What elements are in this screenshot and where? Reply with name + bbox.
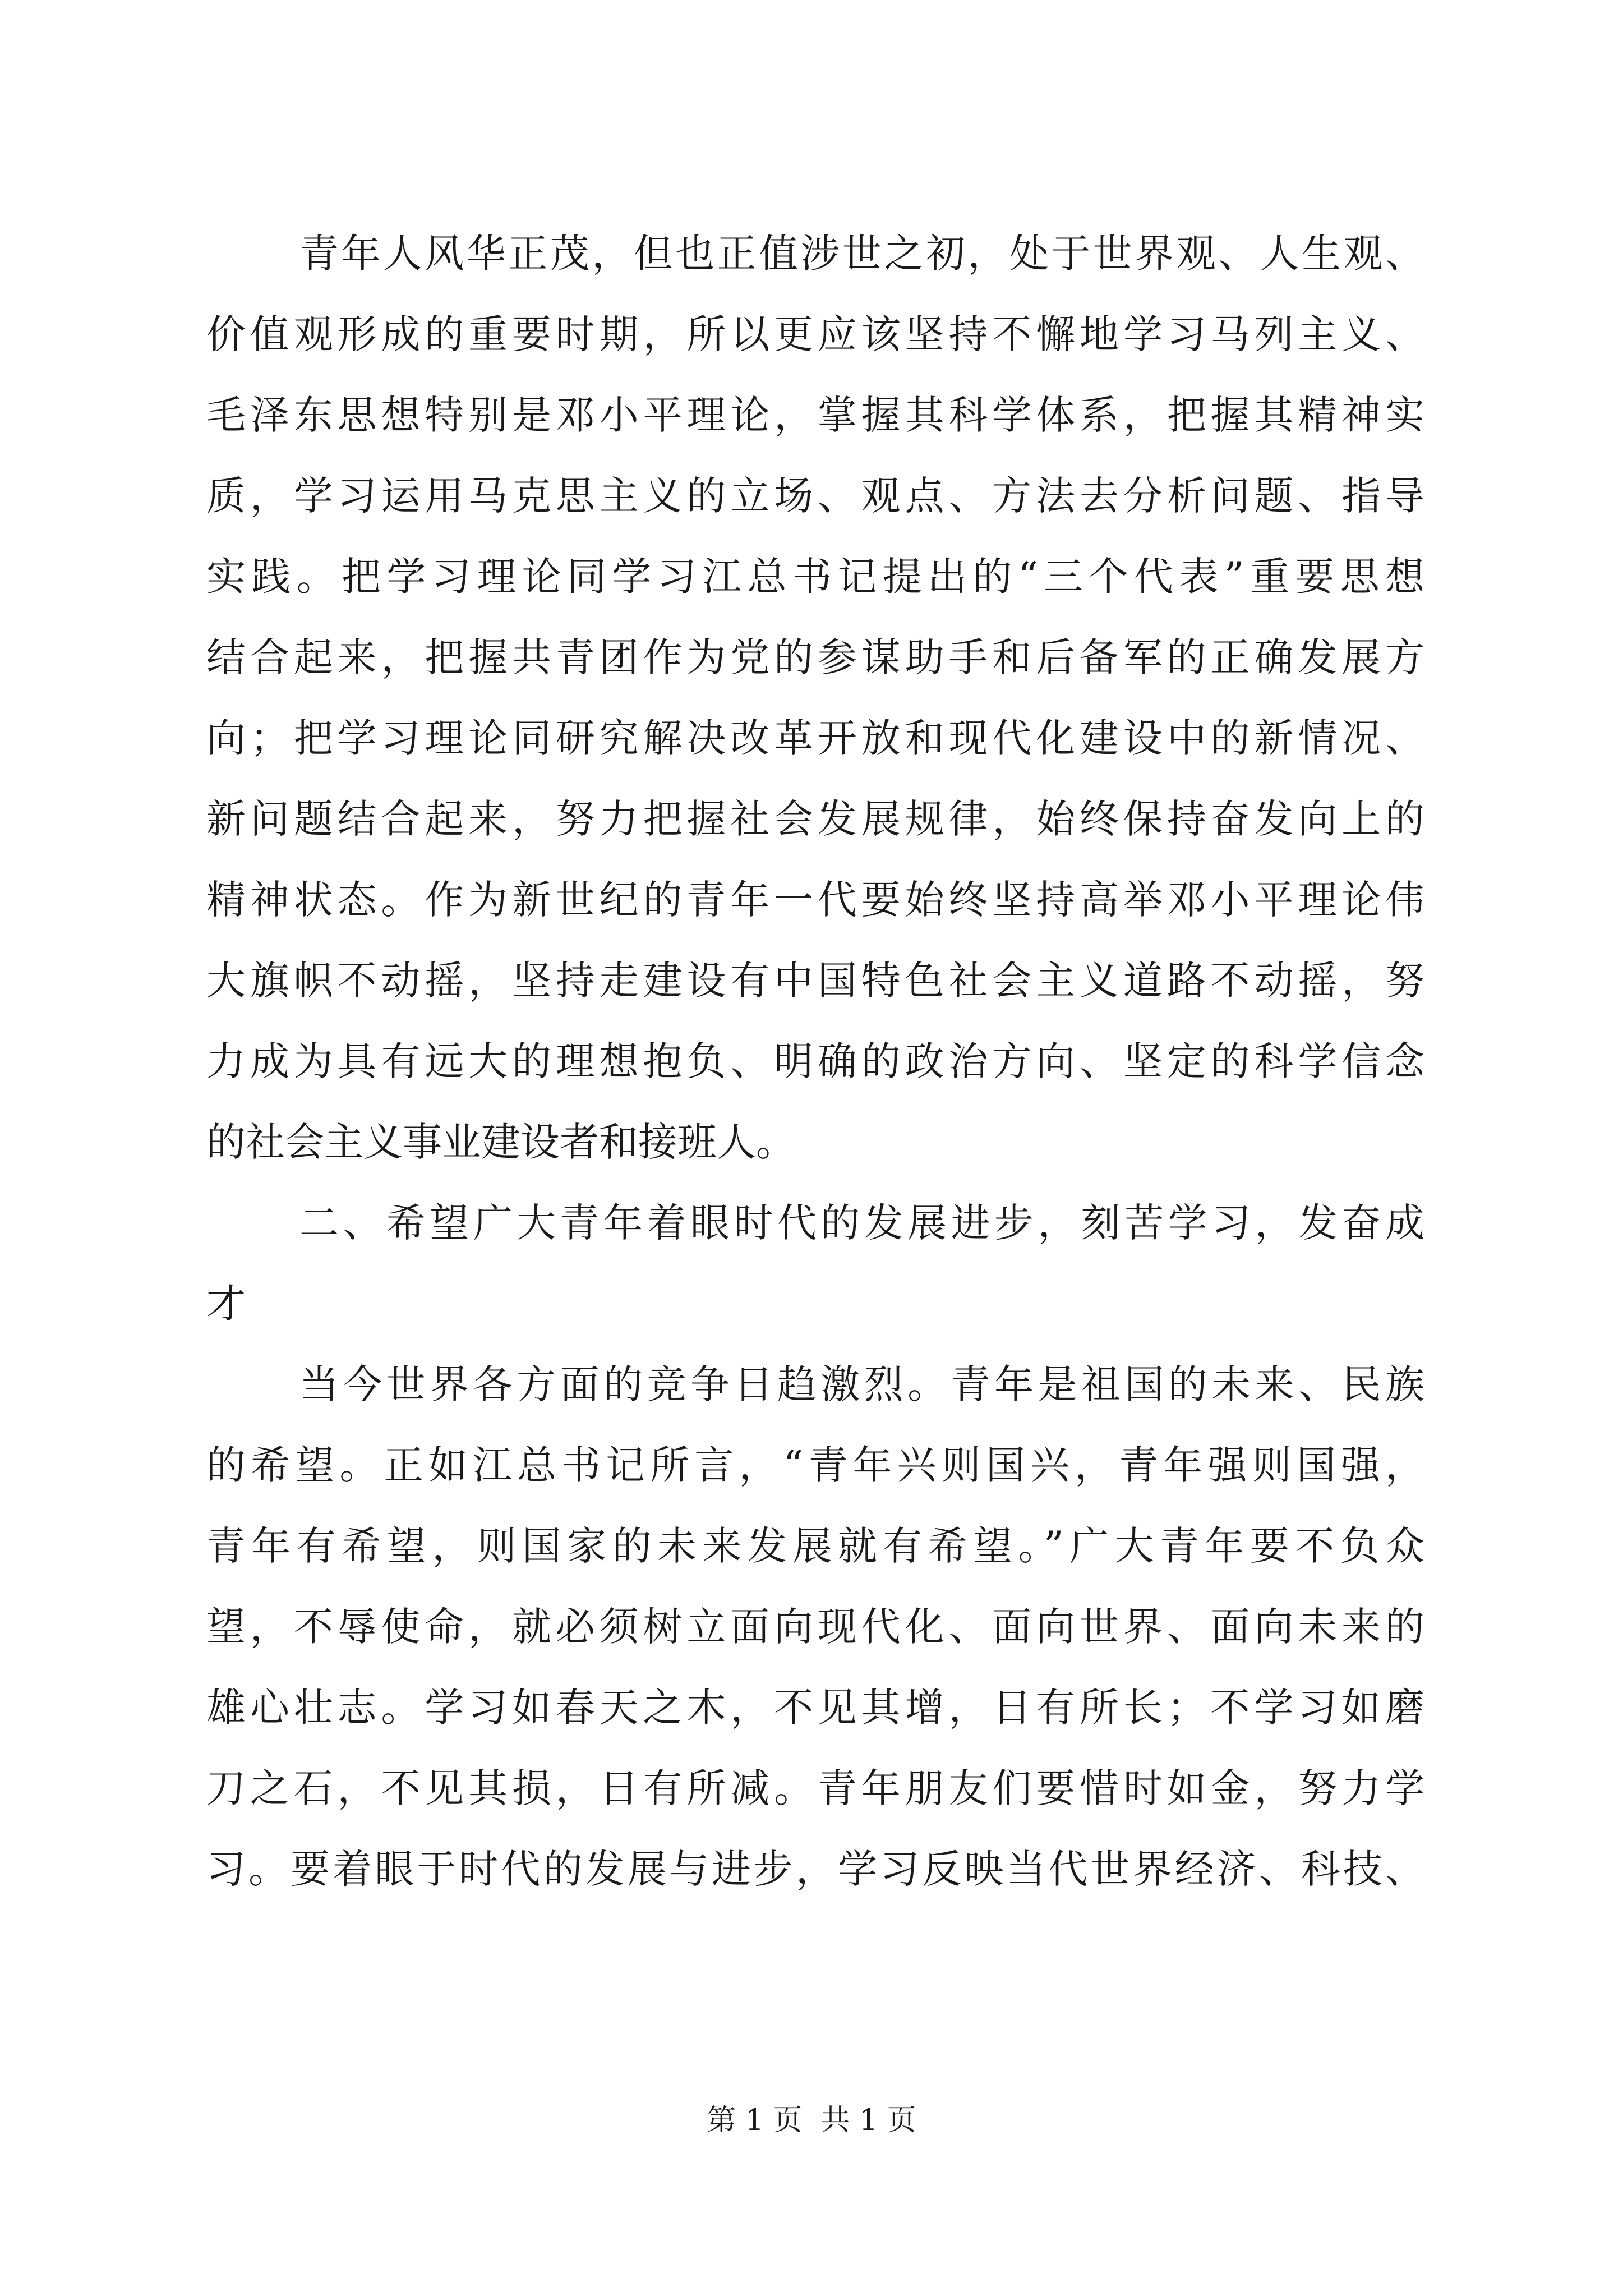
text-line: 青年有希望，则国家的未来发展就有希望。”广大青年要不负众 <box>206 1523 1424 1569</box>
page-number-footer: 第 1 页 共 1 页 <box>707 2104 916 2137</box>
text-line: 大旗帜不动摇，坚持走建设有中国特色社会主义道路不动摇，努 <box>206 958 1424 1004</box>
text-line: 的希望。正如江总书记所言，“青年兴则国兴，青年强则国强， <box>206 1442 1424 1488</box>
text-line: 结合起来，把握共青团作为党的参谋助手和后备军的正确发展方 <box>206 634 1424 680</box>
section-heading-line: 二、希望广大青年着眼时代的发展进步，刻苦学习，发奋成 <box>299 1200 1424 1246</box>
text-line: 习。要着眼于时代的发展与进步，学习反映当代世界经济、科技、 <box>206 1846 1424 1892</box>
text-line: 青年人风华正茂，但也正值涉世之初，处于世界观、人生观、 <box>299 231 1424 277</box>
text-line: 实践。把学习理论同学习江总书记提出的“三个代表”重要思想 <box>206 554 1424 600</box>
text-line: 质，学习运用马克思主义的立场、观点、方法去分析问题、指导 <box>206 473 1424 519</box>
text-line: 的社会主义事业建设者和接班人。 <box>206 1119 795 1165</box>
text-line: 新问题结合起来，努力把握社会发展规律，始终保持奋发向上的 <box>206 796 1424 842</box>
text-line: 望，不辱使命，就必须树立面向现代化、面向世界、面向未来的 <box>206 1604 1424 1650</box>
text-line: 刀之石，不见其损，日有所减。青年朋友们要惜时如金，努力学 <box>206 1765 1424 1811</box>
section-heading-line: 才 <box>206 1281 246 1327</box>
text-line: 毛泽东思想特别是邓小平理论，掌握其科学体系，把握其精神实 <box>206 392 1424 438</box>
text-line: 向；把学习理论同研究解决改革开放和现代化建设中的新情况、 <box>206 715 1424 761</box>
text-line: 精神状态。作为新世纪的青年一代要始终坚持高举邓小平理论伟 <box>206 877 1424 923</box>
body-text <box>206 213 1424 1910</box>
text-line: 力成为具有远大的理想抱负、明确的政治方向、坚定的科学信念 <box>206 1038 1424 1084</box>
text-line: 当今世界各方面的竞争日趋激烈。青年是祖国的未来、民族 <box>299 1361 1424 1407</box>
text-line: 雄心壮志。学习如春天之木，不见其增，日有所长；不学习如磨 <box>206 1685 1424 1731</box>
text-line: 价值观形成的重要时期，所以更应该坚持不懈地学习马列主义、 <box>206 311 1424 357</box>
